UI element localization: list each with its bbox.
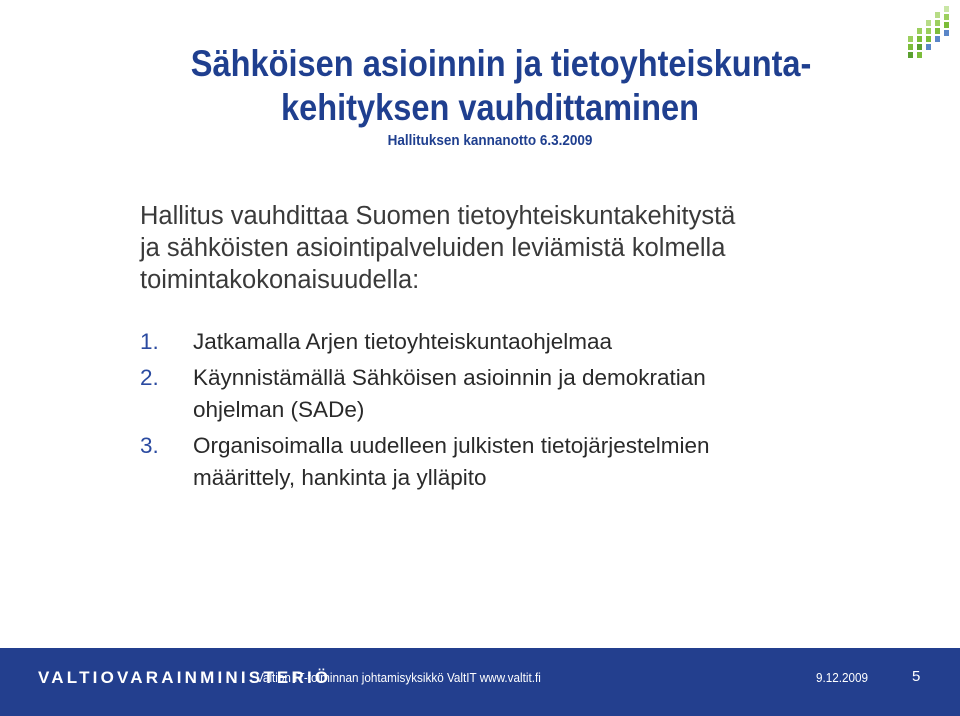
ministry-logo-icon (906, 6, 956, 84)
list-item-text: Käynnistämällä Sähköisen asioinnin ja demokratian (193, 365, 706, 390)
list-item (140, 326, 900, 358)
slide-footer (0, 648, 960, 716)
title-line-1: Sähköisen asioinnin ja tietoyhteiskunta- (190, 43, 812, 84)
list-item-text: määrittely, hankinta ja ylläpito (193, 465, 487, 490)
title-line-2: kehityksen vauhdittaminen (281, 87, 699, 128)
slide-body (140, 200, 900, 498)
footer-description: Valtion IT-toiminnan johtamisyksikkö ValtIT www.valtit.fi (256, 670, 541, 685)
numbered-list (140, 326, 900, 494)
list-item (140, 362, 900, 426)
page-number: 5 (912, 668, 921, 685)
intro-line: Hallitus vauhdittaa Suomen tietoyhteiskuntakehitystä (140, 202, 736, 230)
list-item (140, 430, 900, 494)
slide-title (150, 42, 830, 150)
list-item-number: 2. (140, 365, 159, 390)
footer-date: 9.12.2009 (816, 670, 869, 685)
list-item-text: Jatkamalla Arjen tietoyhteiskuntaohjelmaa (193, 329, 612, 354)
footer-brand: VALTIOVARAINMINISTERIÖ (38, 668, 332, 687)
slide-subtitle: Hallituksen kannanotto 6.3.2009 (387, 132, 593, 149)
list-item-number: 3. (140, 433, 159, 458)
list-item-number: 1. (140, 329, 159, 354)
intro-paragraph (140, 200, 900, 296)
list-item-text: ohjelman (SADe) (193, 397, 365, 422)
list-item-text: Organisoimalla uudelleen julkisten tietojärjestelmien (193, 433, 710, 458)
intro-line: ja sähköisten asiointipalveluiden leviämistä kolmella (140, 234, 726, 262)
intro-line: toimintakokonaisuudella: (140, 266, 420, 294)
